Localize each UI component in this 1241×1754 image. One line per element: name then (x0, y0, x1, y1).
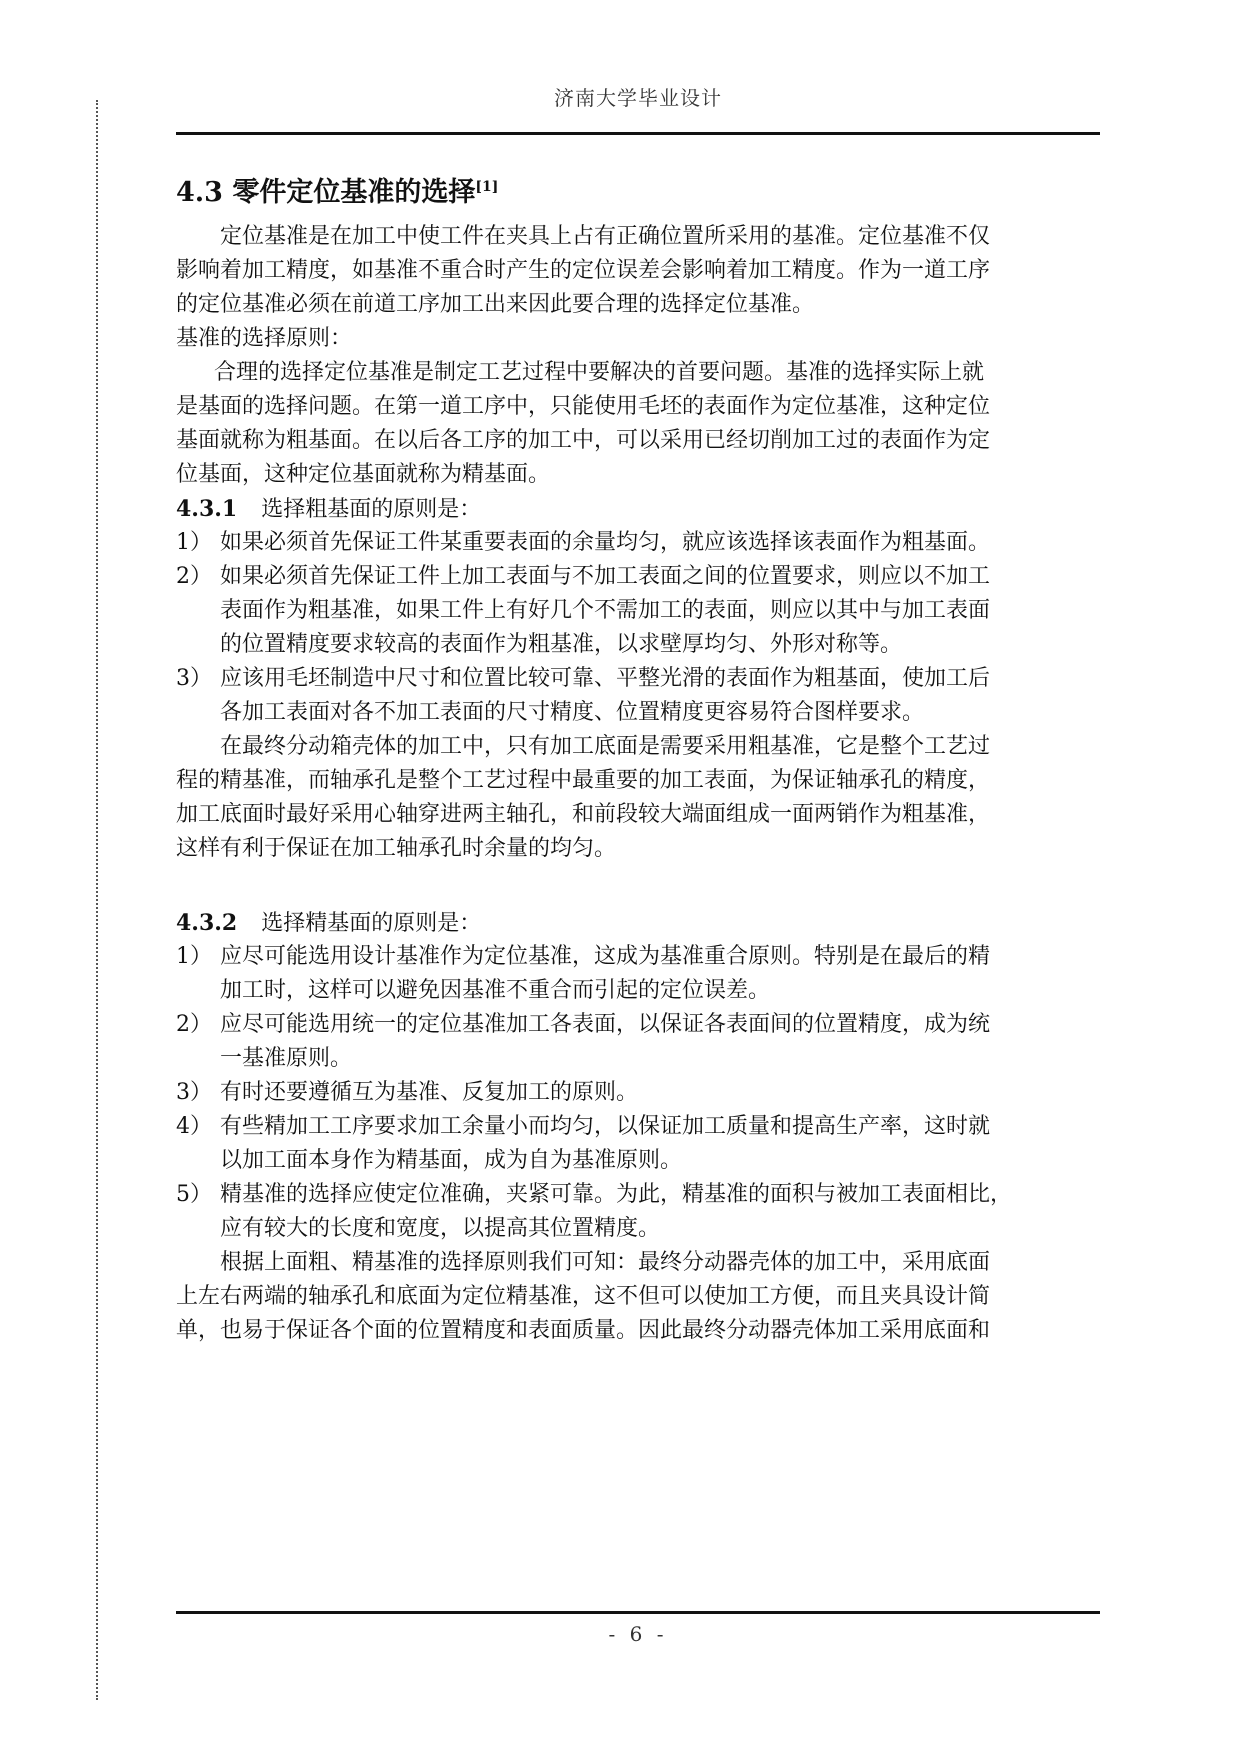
paragraph-line: 单，也易于保证各个面的位置精度和表面质量。因此最终分动器壳体加工采用底面和 (176, 1318, 991, 1343)
footer-rule (176, 1611, 1100, 1614)
intro-line-2: 影响着加工精度，如基准不重合时产生的定位误差会影响着加工精度。作为一道工序 (176, 258, 991, 283)
subsection-number: 4.3.1 (176, 496, 238, 522)
list-item-line: 精基准的选择应使定位准确，夹紧可靠。为此，精基准的面积与被加工表面相比， (220, 1182, 1013, 1207)
intro-line-8: 位基面，这种定位基面就称为精基面。 (176, 462, 551, 487)
subsection-number: 4.3.2 (176, 910, 238, 936)
list-item (176, 560, 1100, 662)
paragraph-line: 上左右两端的轴承孔和底面为定位精基准，这不但可以使加工方便，而且夹具设计简 (176, 1284, 991, 1309)
list-item-line: 表面作为粗基准，如果工件上有好几个不需加工的表面，则应以其中与加工表面 (220, 598, 991, 623)
binding-margin-line (96, 100, 98, 1700)
list-item-line: 各加工表面对各不加工表面的尺寸精度、位置精度更容易符合图样要求。 (220, 700, 925, 725)
list-item (176, 1110, 1100, 1178)
subsection-title: 选择精基面的原则是： (261, 911, 482, 936)
list-item (176, 1008, 1100, 1076)
list-item-line: 加工时，这样可以避免因基准不重合而引起的定位误差。 (220, 978, 771, 1003)
list-item-line: 一基准原则。 (220, 1046, 353, 1071)
list-item-line: 应有较大的长度和宽度，以提高其位置精度。 (220, 1216, 661, 1241)
page-number: - 6 - (608, 1622, 668, 1646)
page-body (176, 150, 1100, 1348)
list-item-number: 3） (176, 1080, 212, 1105)
page-header: 济南大学毕业设计 (554, 86, 722, 110)
list-item-line: 有时还要遵循互为基准、反复加工的原则。 (220, 1080, 639, 1105)
list-item-line: 的位置精度要求较高的表面作为粗基准，以求壁厚均匀、外形对称等。 (220, 632, 903, 657)
list-item (176, 662, 1100, 730)
list-item (176, 1076, 1100, 1110)
paragraph-line: 根据上面粗、精基准的选择原则我们可知：最终分动器壳体的加工中，采用底面 (220, 1250, 991, 1275)
intro-line-1: 定位基准是在加工中使工件在夹具上占有正确位置所采用的基准。定位基准不仅 (220, 224, 991, 249)
list-item-line: 应该用毛坯制造中尺寸和位置比较可靠、平整光滑的表面作为粗基面，使加工后 (220, 666, 991, 691)
list-item-number: 5） (176, 1182, 212, 1207)
list-item-number: 2） (176, 1012, 212, 1037)
section-title (176, 162, 1100, 212)
list-item (176, 940, 1100, 1008)
spacer (176, 866, 1100, 906)
list-item-line: 应尽可能选用统一的定位基准加工各表面，以保证各表面间的位置精度，成为统 (220, 1012, 991, 1037)
list-item-line: 以加工面本身作为精基面，成为自为基准原则。 (220, 1148, 683, 1173)
paragraph-line: 在最终分动箱壳体的加工中，只有加工底面是需要采用粗基准，它是整个工艺过 (220, 734, 991, 759)
list-item-number: 1） (176, 530, 212, 555)
subsection-title: 选择粗基面的原则是： (261, 497, 482, 522)
principle-heading: 基准的选择原则： (176, 326, 353, 351)
list-item-line: 有些精加工工序要求加工余量小而均匀，以保证加工质量和提高生产率，这时就 (220, 1114, 991, 1139)
paragraph-line: 这样有利于保证在加工轴承孔时余量的均匀。 (176, 836, 617, 861)
subsection-heading-4-3-2 (176, 906, 1100, 940)
list-item-number: 2） (176, 564, 212, 589)
header-rule (176, 132, 1100, 135)
paragraph-line: 程的精基准，而轴承孔是整个工艺过程中最重要的加工表面，为保证轴承孔的精度， (176, 768, 991, 793)
citation-mark: [1] (475, 179, 499, 195)
intro-line-5: 合理的选择定位基准是制定工艺过程中要解决的首要问题。基准的选择实际上就 (214, 360, 985, 385)
list-item-line: 应尽可能选用设计基准作为定位基准，这成为基准重合原则。特别是在最后的精 (220, 944, 991, 969)
intro-line-7: 基面就称为粗基面。在以后各工序的加工中，可以采用已经切削加工过的表面作为定 (176, 428, 991, 453)
list-item (176, 1178, 1100, 1246)
section-title-text: 4.3 零件定位基准的选择 (176, 177, 476, 208)
list-item-number: 4） (176, 1114, 212, 1139)
list-item-number: 3） (176, 666, 212, 691)
paragraph-line: 加工底面时最好采用心轴穿进两主轴孔，和前段较大端面组成一面两销作为粗基准， (176, 802, 991, 827)
intro-line-3: 的定位基准必须在前道工序加工出来因此要合理的选择定位基准。 (176, 292, 815, 317)
list-item-line: 如果必须首先保证工件某重要表面的余量均匀，就应该选择该表面作为粗基面。 (220, 530, 991, 555)
list-item-line: 如果必须首先保证工件上加工表面与不加工表面之间的位置要求，则应以不加工 (220, 564, 991, 589)
list-item-number: 1） (176, 944, 212, 969)
list-item (176, 526, 1100, 560)
subsection-heading-4-3-1 (176, 492, 1100, 526)
intro-line-6: 是基面的选择问题。在第一道工序中，只能使用毛坯的表面作为定位基准，这种定位 (176, 394, 991, 419)
